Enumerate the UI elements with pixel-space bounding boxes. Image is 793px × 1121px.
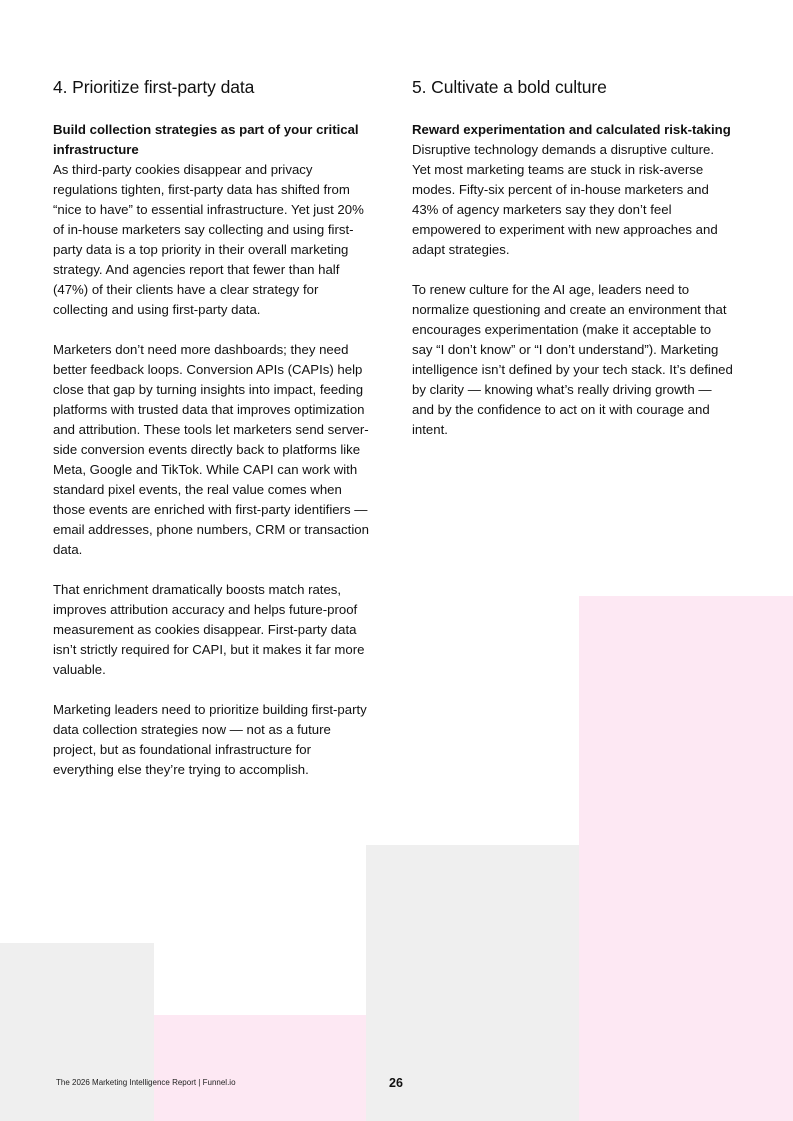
section-lead: Build collection strategies as part of your critical infrastructure <box>53 122 359 157</box>
section-heading: 5. Cultivate a bold culture <box>412 77 607 97</box>
section-intro <box>53 120 371 320</box>
paragraph: As third-party cookies disappear and privacy regulations tighten, first-party data has shifted from “nice to have” to essential infrastructure. Yet just 20% of in-house marketers say collecting and using first-party data is a top priority in their overall marketing strategy. And agencies report that fewer than half (47%) of their clients have a clear strategy for collecting and using first-party data. <box>53 162 364 317</box>
section-bold-culture <box>412 76 734 460</box>
page-number: 26 <box>389 1076 403 1090</box>
paragraph: That enrichment dramatically boosts match rates, improves attribution accuracy and helps future-proof measurement as cookies disappear. First-party data isn’t strictly required for CAPI, but it makes it far more valuable. <box>53 582 365 677</box>
decor-pink-block-tall <box>579 596 793 1121</box>
paragraph: Marketers don’t need more dashboards; they need better feedback loops. Conversion APIs (CAPIs) help close that gap by turning insights into impact, feeding platforms with trusted data that improves optimization and attribution. These tools let marketers send server-side conversion events directly back to platforms like Meta, Google and TikTok. While CAPI can work with standard pixel events, the real value comes when those events are enriched with first-party identifiers — email addresses, phone numbers, CRM or transaction data. <box>53 342 369 557</box>
decor-gray-block-left <box>0 943 154 1121</box>
paragraph: To renew culture for the AI age, leaders need to normalize questioning and create an environment that encourages experimentation (make it acceptable to say “I don’t know” or “I don’t understand”). Marketing intelligence isn’t defined by your tech stack. It’s defined by clarity — knowing what’s really driving growth — and by the confidence to act on it with courage and intent. <box>412 282 733 437</box>
section-first-party-data <box>53 76 371 800</box>
paragraph: Disruptive technology demands a disruptive culture. Yet most marketing teams are stuck in risk-averse modes. Fifty-six percent of in-house marketers and 43% of agency marketers say they don’t feel empowered to experiment with new approaches and adapt strategies. <box>412 142 718 257</box>
decor-pink-block-low <box>154 1015 366 1121</box>
section-lead: Reward experimentation and calculated risk-taking <box>412 122 731 137</box>
section-intro <box>412 120 734 260</box>
footer-report-title: The 2026 Marketing Intelligence Report | Funnel.io <box>56 1078 236 1087</box>
section-heading: 4. Prioritize first-party data <box>53 77 255 97</box>
paragraph: Marketing leaders need to prioritize building first-party data collection strategies now — not as a future project, but as foundational infrastructure for everything else they’re trying to accomplish. <box>53 702 367 777</box>
